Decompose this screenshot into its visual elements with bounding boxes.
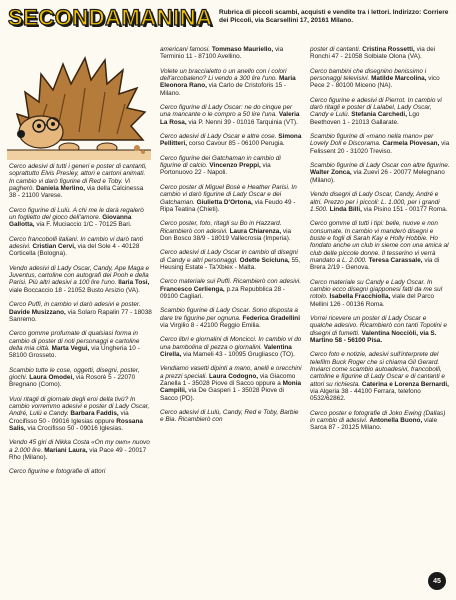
ad-message: Cerco poster di Miguel Bosè e Heather Parisi. In cambio vi darò figurine di Lady Oscar e dei Gatchaman.	[160, 183, 297, 206]
ad-contact-address: via Ungheria 10 - 58100 Grosseto.	[9, 344, 140, 360]
ad-message: Cerco gomme profumate di qualsiasi forma in cambio di poster di noti personaggi e cartoline della mia città.	[9, 330, 140, 352]
ad-contact-name: Laura Chiarenza,	[229, 227, 282, 235]
ad-message: Cerco francobolli italiani. In cambio vi darò tanti adesivi.	[9, 235, 143, 251]
ad-message: Vorrei ricevere un poster di Lady Oscar e qualche adesivo. Ricambierò con tanti Topolini e disegni di fumetti.	[310, 314, 447, 337]
classified-ad	[310, 410, 450, 432]
classified-ad	[9, 163, 152, 200]
ad-message: Cerco materiale sui Puffi. Ricambierò con adesivi.	[160, 278, 302, 286]
classified-ad	[310, 68, 450, 90]
ad-message: Cerco adesivi di Lady Oscar in cambio di disegni di Candy e altri personaggi.	[160, 249, 298, 264]
ad-contact-address: via Feudo 49 - Ripa Teatina (Chieti).	[160, 198, 296, 213]
ad-contact-name: Teresa Carassale,	[368, 256, 423, 264]
ad-contact-address: via Solaro Rapalin 77 - 18038 Sanremo.	[9, 308, 152, 323]
ad-contact-address: 55, Heusing Estate - Ta'Xbiex - Malta.	[160, 256, 301, 271]
ad-contact-name: Giulietta D'Ortona,	[196, 198, 253, 206]
ad-contact-name: Monia Campilii,	[160, 380, 302, 395]
ad-contact-address: via Zuevi 26 - 20077 Melegnano (Milano).	[310, 169, 445, 184]
ad-contact-address: via P. Nenni 39 - 01016 Tarquinia (VT).	[188, 118, 298, 126]
ad-message: Scambio tutte le cose, oggetti, disegni, poster, giochi.	[9, 366, 140, 381]
ad-contact-address: via Rosorè 5 - 22070 Bregnano (Como).	[9, 373, 136, 389]
ad-message: Vendo 45 giri di Nikka Costa «On my own» nuovo a 2.000 lire.	[9, 439, 150, 454]
ad-message: americani famosi.	[160, 46, 211, 53]
ad-message: Vendo disegni di Lady Oscar, Candy, André e altri. Prezzo per i piccoli: L. 1.000, per i grandi 1.500.	[310, 191, 440, 213]
ad-message: Cerco figurine e adesivi di Pierrot. In cambio vi darò ritagli e poster di Lalabel, Lady Oscar, Candy e Lulù.	[310, 96, 442, 119]
classifieds-column-2	[160, 46, 302, 431]
ad-message: Cerco bambini che disegnino benissimo i personaggi televisivi.	[310, 67, 427, 83]
ad-contact-address: viale Boccaccio 18 - 21052 Busto Arsizio (VA).	[9, 286, 140, 294]
ad-contact-name: Maria Eleonora Rano,	[160, 75, 296, 90]
ad-contact-address: via del Sole 4 - 40128 Corticella (Bologna).	[9, 243, 140, 258]
ad-contact-address: via Pace 49 - 20017 Rho (Milano).	[9, 446, 147, 461]
ad-contact-name: Laura Codogno,	[209, 372, 259, 380]
ad-message: Cerco poster e fotografie di Joko Ewing (Dallas) in cambio di adesivi.	[310, 409, 446, 425]
ad-contact-address: via Portonuovo 22 - Napoli.	[160, 162, 271, 177]
ad-message: Cerco gomme di tutti i tipi: belle, nuove e non consumate. In cambio vi manderò disegni e buste e fogli di Sarah Kay e Holly Hobbie. Ho fondato anche un club in sieme con una amica al club delle piccole donne. Il tesserino vi verrà mandato a L. 2.000.	[310, 220, 449, 264]
ad-contact-address: viale Sarca 87 - 20125 Milano.	[310, 417, 438, 432]
ad-message: Cerco adesivi di tutti i generi e poster di cantanti, soprattutto Elvis Presley, attori e cartoni animati. In cambio vi darò figurine di Red e Toby. Vi pagherò.	[9, 163, 147, 193]
ad-contact-address: via di Brera 2/19 - Genova.	[310, 256, 440, 272]
ad-contact-name: Mariani Laura,	[44, 446, 88, 454]
ad-message: Vuoi ritagli di giornale degli eroi della tivù? In cambio vorremmo adesivi e poster di Lady Oscar, André, Lulù e Candy.	[9, 395, 150, 418]
classified-ad	[9, 301, 152, 323]
classified-ad	[160, 336, 302, 358]
ad-contact-address: Lgo Beethoven 1 - 21013 Gallarate.	[310, 111, 420, 126]
ad-message: Cerco materiale su Candy e Lady Oscar. In cambio ecco disegni giapponesi fatti da me sul rotolo.	[310, 278, 443, 301]
classified-ad	[9, 468, 152, 475]
ad-contact-name: Tommaso Mauriello,	[211, 46, 274, 53]
ad-contact-name: Matilde Marcolina,	[371, 75, 427, 83]
classified-ad	[9, 265, 152, 294]
classified-ad	[310, 162, 450, 184]
ad-message: Scambio figurine di Lady Oscar. Sono disposta a dare tre figurine per ognuna.	[160, 307, 298, 322]
classified-ad	[310, 315, 450, 344]
ad-contact-name: Linda Billi,	[329, 205, 362, 213]
ad-contact-address: via Algeria 38 - 44100 Ferrara, telefono 0532/62862.	[310, 388, 421, 403]
ad-contact-name: Barbara Faddis,	[70, 410, 119, 418]
ad-contact-address: via F. Muciaccio 1/C - 70125 Bari.	[36, 221, 132, 229]
ad-message: Cerco figurine dei Gatchaman in cambio di figurine di calcio.	[160, 154, 281, 170]
ad-contact-name: Daniela Merlino,	[36, 185, 86, 193]
ad-contact-name: Laura Omodei,	[29, 373, 75, 381]
ad-contact-address: via De Gasperi 1 - 35028 Piove di Sacco (PD).	[160, 387, 284, 402]
ad-contact-name: Carmela Piovesan,	[382, 140, 440, 148]
ad-contact-name: Davide Musizzano,	[9, 308, 66, 316]
ad-contact-address: p.za Repubblica 28 - 09100 Cagliari.	[160, 285, 286, 300]
classified-ad	[160, 307, 302, 329]
ad-contact-address: via Giacomo Zanella 1 - 35028 Piove di Sacco oppure a	[160, 372, 296, 388]
classified-ad	[160, 249, 302, 271]
ad-contact-address: via della Calcinessa 38 - 21100 Varese.	[9, 185, 144, 200]
ad-contact-name: Ilaria Tosi,	[118, 279, 150, 287]
classified-ad	[9, 207, 152, 229]
ad-contact-name: Stefania Carchedi,	[351, 111, 407, 119]
classified-ad	[160, 184, 302, 213]
classified-ad	[310, 191, 450, 213]
classified-ad	[310, 220, 450, 271]
ad-contact-address: via Pisino 151 - 00177 Roma.	[363, 205, 448, 213]
ad-message: Volete un braccialetto o un anello con i colori dell'arcobaleno? Li vendo a 300 lire l'uno.	[160, 67, 287, 83]
ad-contact-name: Valentina Nocciòli,	[361, 329, 418, 337]
ad-contact-name: Giovanna Gallotta,	[9, 214, 132, 229]
classifieds-column-1	[9, 163, 152, 483]
ad-message: Vendo adesivi di Lady Oscar, Candy, Ape Maga e Juventus, cartoline con autografi dei Pooh e della Parisi. Più altri adesivi a 100 lire l'uno.	[9, 264, 150, 287]
ad-contact-address: corso Cavour 85 - 06100 Perugia.	[188, 140, 285, 148]
ad-contact-name: Marta Vegui,	[51, 344, 90, 352]
classified-ad	[310, 97, 450, 126]
ad-message: Cerco Puffi, in cambio vi darò adesivi e poster.	[9, 301, 141, 309]
ad-contact-address: via Mameli 43 - 10095 Grugliasco (TO).	[183, 351, 295, 358]
classified-ad	[9, 236, 152, 258]
classified-ad	[160, 104, 302, 126]
classified-ad	[310, 279, 450, 308]
ad-contact-address: viale del Parco Mellini 126 - 00136 Roma.	[310, 293, 434, 308]
classified-ad	[160, 409, 302, 424]
classified-ad	[160, 46, 302, 61]
classified-ad	[160, 68, 302, 97]
ad-contact-name: Vincenzo Preppi,	[209, 162, 261, 170]
page-header	[6, 3, 452, 45]
ad-message: Scambio figurine di Lady Oscar con altre figurine.	[310, 162, 450, 170]
ad-contact-name: Odette Scicluna,	[239, 256, 290, 264]
ad-contact-address: via Carlo de Cristoforis 15 - Milano.	[160, 82, 287, 97]
ad-contact-name: Valentina Cirella,	[160, 343, 292, 358]
ad-message: Cerco adesivi di Lulù, Candy, Red e Toby, Barbie e Bia. Ricambierò con	[160, 409, 299, 424]
ad-contact-name: Rossana Salis,	[9, 417, 143, 432]
ad-message: Cerco figurine e fotografie di attori	[9, 468, 106, 476]
column-logo: SECONDAMANINA	[8, 5, 213, 30]
classified-ad	[9, 330, 152, 359]
ad-contact-address: via Terminio 11 - 87100 Avellino.	[160, 46, 284, 61]
ad-contact-address: via Don Bosco 38/9 - 18019 Vallecrosia (Imperia).	[160, 227, 292, 242]
ad-message: Cerco adesivi di Lady Oscar e altre cose.	[160, 133, 277, 141]
ad-message: poster di cantanti.	[310, 46, 361, 53]
ad-contact-name: Walter Zonca,	[310, 169, 352, 177]
ad-contact-address: via Crocifisso 50 - 09016 Iglesias.	[27, 424, 124, 432]
classified-ad	[160, 155, 302, 177]
classified-ad	[9, 396, 152, 433]
ad-contact-address: via dei Ronchi 47 - 21058 Solbiate Olona (VA).	[310, 46, 436, 61]
ad-message: Vendiamo vasetti dipinti a mano, anelli e orecchini a prezzi speciali.	[160, 365, 302, 380]
ad-contact-name: Simona Pellitteri,	[160, 133, 302, 148]
ad-message: Cerco libri e giornalini di Moncicci. In cambio vi do una bambolina di pezza o giornalini.	[160, 336, 302, 351]
ad-contact-address: vico Pece 2 - 80100 Miceno (NA).	[310, 75, 440, 90]
classified-ad	[310, 46, 450, 61]
classified-ad	[160, 220, 302, 242]
ad-contact-name: Cristina Rossetti,	[362, 46, 415, 53]
ad-contact-name: Francesco Cerlienga,	[160, 285, 225, 293]
classified-ad	[160, 133, 302, 148]
ad-message: Scambio figurine di «mano nella mano» per Lovely Doll e Discorama.	[310, 133, 434, 148]
ad-contact-address: via Felissent 20 - 31020 Treviso.	[310, 140, 450, 155]
ad-message: Cerco figurine di Lulù. A chi me le darà regalerò un foglietto del gioco dell'amore.	[9, 206, 144, 222]
ad-contact-name: Caterina e Lorenza Bernardi,	[361, 380, 449, 388]
ad-contact-name: Federica Gradellini	[242, 314, 300, 322]
ad-contact-name: Isabella Fracchiolla,	[329, 293, 391, 301]
classified-ad	[160, 278, 302, 300]
ad-message: Cerco foto e notizie, adesivi sull'interprete del telefilm Buck Roger che si chiama Gil Gerard. Inviarci come scambio autoadesivi, francobolli, cartoline e figurine di Lady Oscar e di cantanti e attori su richiesta.	[310, 351, 445, 388]
classifieds-column-3	[310, 46, 450, 439]
ad-contact-address: via S. Martino 58 - 56100 Pisa.	[310, 329, 437, 344]
classified-ad	[160, 365, 302, 402]
ad-contact-name: Valeria La Rosa,	[160, 111, 300, 126]
column-description: Rubrica di piccoli scambi, acquisti e vendite tra i lettori. Indirizzo: Corriere dei Piccoli, via Scarsellini 17, 20161 Milano.	[219, 9, 449, 24]
ad-message: Cerco figurine di Lady Oscar: ne do cinque per una mancante o le compro a 50 lire l'una.	[160, 104, 293, 119]
ad-contact-name: Cristian Cervi,	[32, 243, 76, 251]
classified-ad	[9, 439, 152, 461]
classified-ad	[9, 367, 152, 389]
ad-contact-name: Antonella Buono,	[369, 417, 423, 425]
hedgehog-illustration	[7, 44, 151, 160]
classified-ad	[310, 133, 450, 155]
classified-ad	[310, 351, 450, 402]
ad-contact-address: via Crocifisso 50 - 09016 Iglesias oppure	[9, 410, 129, 425]
ad-message: Cerco poster, foto, ritagli su Bo in Hazzard. Ricambierò con adesivi.	[160, 220, 282, 235]
page-number: 45	[428, 572, 446, 590]
ad-contact-address: via Virgilio 8 - 42100 Reggio Emilia.	[160, 321, 261, 329]
